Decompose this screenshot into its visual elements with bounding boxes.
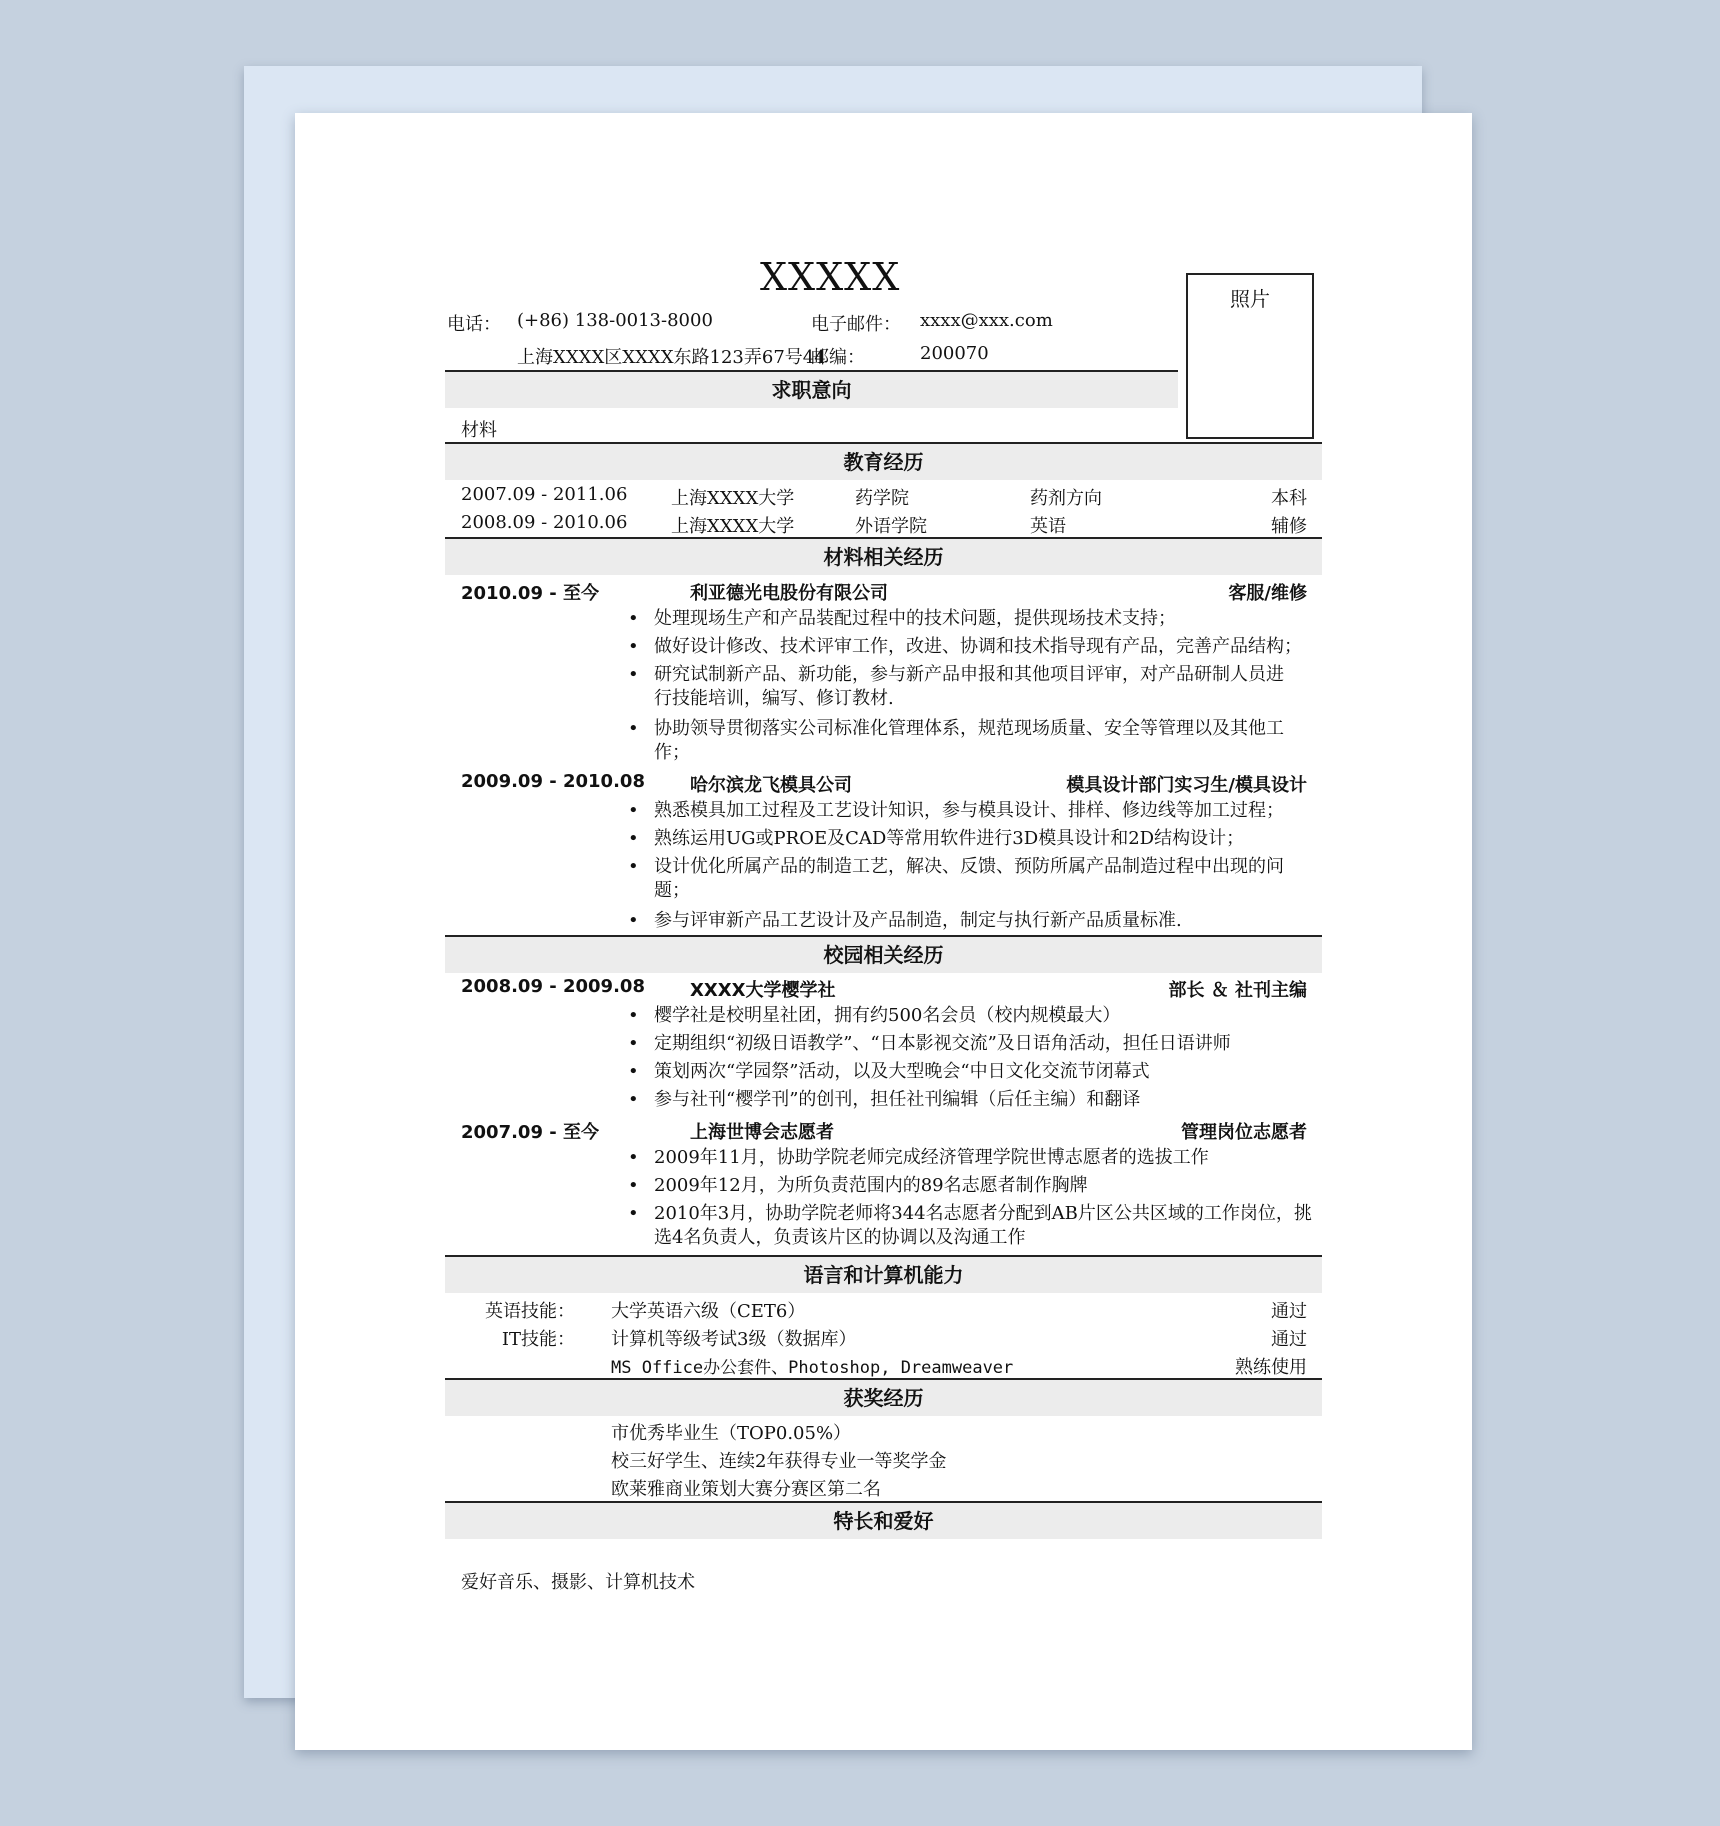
resume-name: XXXXX: [760, 255, 901, 299]
campus-org: XXXX大学樱学社: [690, 980, 836, 1001]
work-org: 哈尔滨龙飞模具公司: [690, 775, 852, 796]
skill-item: 大学英语六级（CET6）: [611, 1301, 806, 1322]
list-item: • 参与社刊“樱学刊”的创刊，担任社刊编辑（后任主编）和翻译: [628, 1089, 1141, 1110]
list-item: • 研究试制新产品、新功能，参与新产品申报和其他项目评审，对产品研制人员进 行技能培训，编写、修订教材.: [628, 664, 1284, 709]
edu-college: 外语学院: [855, 516, 927, 537]
list-item: • 协助领导贯彻落实公司标准化管理体系，规范现场质量、安全等管理以及其他工 作；: [628, 718, 1284, 763]
list-item: • 樱学社是校明星社团，拥有约500名会员（校内规模最大）: [628, 1005, 1121, 1026]
edu-period: 2008.09 - 2010.06: [461, 512, 628, 533]
hobbies-text: 爱好音乐、摄影、计算机技术: [461, 1572, 695, 1593]
edu-school: 上海XXXX大学: [671, 516, 795, 537]
email-value: xxxx@xxx.com: [920, 310, 1053, 331]
photo-box: [1186, 273, 1314, 439]
postcode-label: 邮编：: [811, 347, 865, 368]
list-item: • 2009年11月，协助学院老师完成经济管理学院世博志愿者的选拔工作: [628, 1147, 1209, 1168]
campus-period: 2007.09 - 至今: [461, 1122, 599, 1143]
skill-item: MS Office办公套件、Photoshop, Dreamweaver: [611, 1358, 1014, 1378]
email-label: 电子邮件：: [811, 314, 901, 335]
award-item: 市优秀毕业生（TOP0.05%）: [611, 1423, 852, 1444]
campus-role: 部长 ＆ 社刊主编: [1168, 980, 1307, 1001]
section-awards: 获奖经历: [445, 1380, 1322, 1416]
campus-org: 上海世博会志愿者: [690, 1122, 834, 1143]
list-item: • 熟练运用UG或PROE及CAD等常用软件进行3D模具设计和2D结构设计；: [628, 828, 1245, 849]
edu-major: 药剂方向: [1030, 488, 1102, 509]
skill-label: IT技能：: [501, 1329, 575, 1350]
list-item: • 处理现场生产和产品装配过程中的技术问题，提供现场技术支持；: [628, 608, 1176, 629]
section-skills: 语言和计算机能力: [445, 1257, 1322, 1293]
work-period: 2010.09 - 至今: [461, 583, 599, 604]
edu-degree: 本科: [1271, 488, 1307, 509]
list-item: • 定期组织“初级日语教学”、“日本影视交流”及日语角活动，担任日语讲师: [628, 1033, 1231, 1054]
section-hobbies: 特长和爱好: [445, 1503, 1322, 1539]
award-item: 欧莱雅商业策划大赛分赛区第二名: [611, 1479, 881, 1500]
award-item: 校三好学生、连续2年获得专业一等奖学金: [611, 1451, 947, 1472]
edu-period: 2007.09 - 2011.06: [461, 484, 628, 505]
skill-item: 计算机等级考试3级（数据库）: [611, 1329, 857, 1350]
work-period: 2009.09 - 2010.08: [461, 771, 645, 792]
objective-text: 材料: [461, 420, 497, 441]
edu-degree: 辅修: [1271, 516, 1307, 537]
section-objective: 求职意向: [445, 372, 1178, 408]
skill-level: 通过: [1271, 1301, 1307, 1322]
list-item: • 熟悉模具加工过程及工艺设计知识，参与模具设计、排样、修边线等加工过程；: [628, 800, 1284, 821]
campus-role: 管理岗位志愿者: [1181, 1122, 1307, 1143]
work-org: 利亚德光电股份有限公司: [690, 583, 888, 604]
photo-label: 照片: [1230, 287, 1270, 311]
list-item: • 参与评审新产品工艺设计及产品制造，制定与执行新产品质量标准.: [628, 910, 1182, 931]
edu-school: 上海XXXX大学: [671, 488, 795, 509]
campus-period: 2008.09 - 2009.08: [461, 976, 645, 997]
skill-label: 英语技能：: [485, 1301, 575, 1322]
resume-page: [295, 113, 1472, 1750]
list-item: • 做好设计修改、技术评审工作，改进、协调和技术指导现有产品，完善产品结构；: [628, 636, 1302, 657]
edu-major: 英语: [1030, 516, 1066, 537]
list-item: • 2010年3月，协助学院老师将344名志愿者分配到AB片区公共区域的工作岗位，挑 选4名负责人，负责该片区的协调以及沟通工作: [628, 1203, 1312, 1248]
work-role: 模具设计部门实习生/模具设计: [1066, 775, 1307, 796]
section-education: 教育经历: [445, 444, 1322, 480]
edu-college: 药学院: [855, 488, 909, 509]
phone-label: 电话：: [447, 314, 501, 335]
section-work: 材料相关经历: [445, 539, 1322, 575]
work-role: 客服/维修: [1228, 583, 1307, 604]
postcode-value: 200070: [920, 343, 989, 364]
address-value: 上海XXXX区XXXX东路123弄67号44: [517, 347, 826, 368]
skill-level: 熟练使用: [1235, 1357, 1307, 1378]
skill-level: 通过: [1271, 1329, 1307, 1350]
list-item: • 策划两次“学园祭”活动，以及大型晚会“中日文化交流节闭幕式: [628, 1061, 1150, 1082]
list-item: • 2009年12月，为所负责范围内的89名志愿者制作胸牌: [628, 1175, 1088, 1196]
section-campus: 校园相关经历: [445, 937, 1322, 973]
phone-value: (+86) 138-0013-8000: [517, 310, 713, 331]
list-item: • 设计优化所属产品的制造工艺，解决、反馈、预防所属产品制造过程中出现的问 题；: [628, 856, 1284, 901]
